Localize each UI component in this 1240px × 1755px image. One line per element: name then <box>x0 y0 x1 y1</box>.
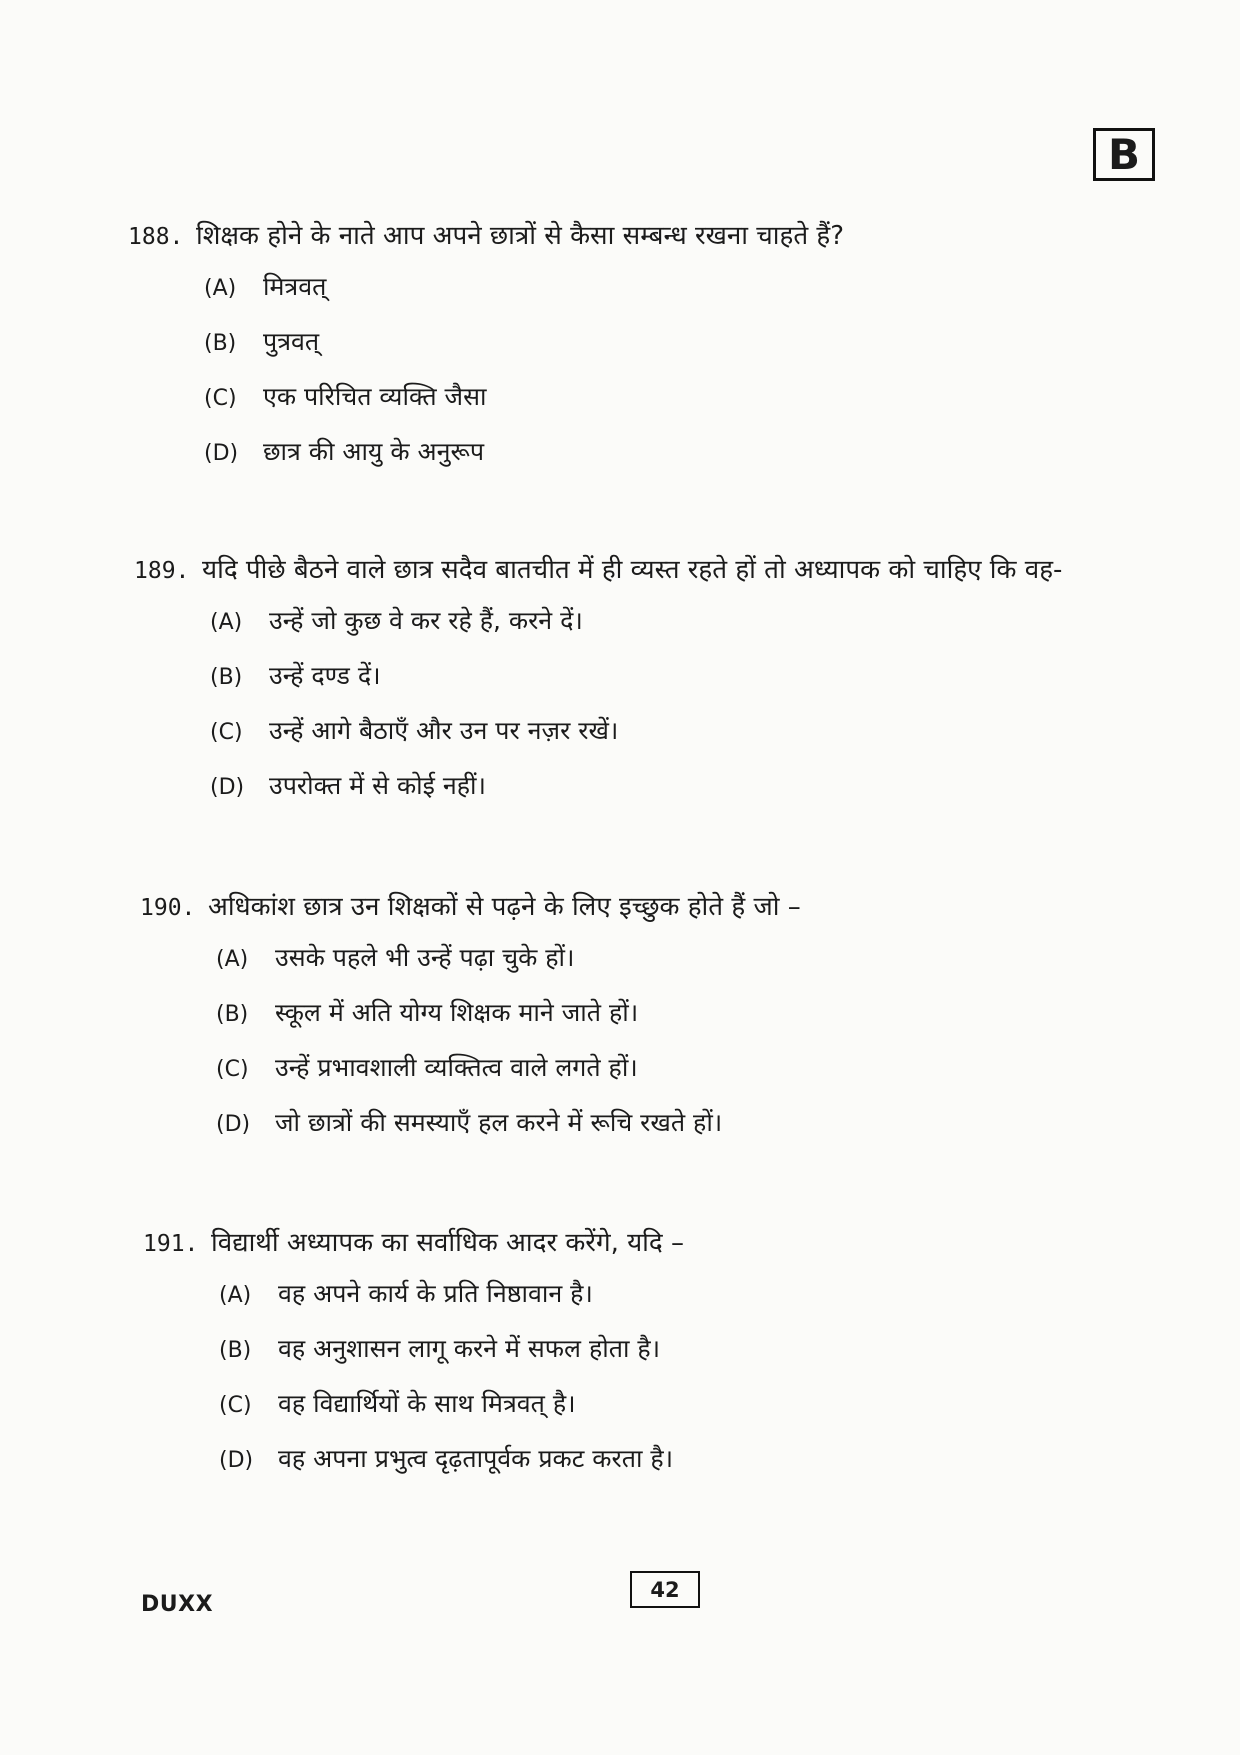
option-a <box>210 604 1134 659</box>
option-d <box>216 1106 1140 1161</box>
option-label: (C) <box>204 386 237 411</box>
option-c <box>204 380 1128 435</box>
option-label: (B) <box>210 665 243 690</box>
option-label: (C) <box>219 1393 252 1418</box>
option-text: उन्हें दण्ड दें। <box>269 661 381 690</box>
option-text: वह विद्यार्थियों के साथ मित्रवत् है। <box>278 1389 576 1418</box>
question-number: 190. <box>140 895 196 921</box>
option-text: पुत्रवत् <box>263 327 320 356</box>
option-label: (A) <box>216 947 249 972</box>
option-text: उपरोक्त में से कोई नहीं। <box>269 771 486 800</box>
option-label: (A) <box>210 610 243 635</box>
options-list <box>219 1277 1143 1497</box>
question-text: यदि पीछे बैठने वाले छात्र सदैव बातचीत में ही व्यस्त रहते हों तो अध्यापक को चाहिए कि वह- <box>202 555 1063 585</box>
option-label: (A) <box>219 1283 252 1308</box>
question-189 <box>134 553 1134 824</box>
option-text: उन्हें प्रभावशाली व्यक्तित्व वाले लगते हों। <box>275 1053 638 1082</box>
option-label: (B) <box>204 331 237 356</box>
question-text: अधिकांश छात्र उन शिक्षकों से पढ़ने के लिए इच्छुक होते हैं जो – <box>208 892 801 922</box>
option-b <box>210 659 1134 714</box>
question-191 <box>143 1226 1143 1497</box>
question-number: 191. <box>143 1231 199 1257</box>
option-b <box>219 1332 1143 1387</box>
option-label: (D) <box>210 775 245 800</box>
option-text: छात्र की आयु के अनुरूप <box>263 437 485 466</box>
option-d <box>204 435 1128 490</box>
question-number: 188. <box>128 224 184 250</box>
page-number: 42 <box>630 1571 700 1608</box>
option-label: (C) <box>216 1057 249 1082</box>
option-c <box>216 1051 1140 1106</box>
option-label: (D) <box>204 441 239 466</box>
booklet-code: DUXX <box>141 1592 214 1617</box>
option-label: (D) <box>219 1448 254 1473</box>
option-b <box>204 325 1128 380</box>
option-text: उसके पहले भी उन्हें पढ़ा चुके हों। <box>275 943 575 972</box>
question-text: विद्यार्थी अध्यापक का सर्वाधिक आदर करेंगे, यदि – <box>211 1228 684 1258</box>
option-label: (B) <box>216 1002 249 1027</box>
option-text: मित्रवत् <box>263 272 327 301</box>
options-list <box>216 941 1140 1161</box>
set-code-badge: B <box>1093 128 1155 181</box>
question-number: 189. <box>134 558 190 584</box>
option-text: वह अपने कार्य के प्रति निष्ठावान है। <box>278 1279 593 1308</box>
option-text: उन्हें जो कुछ वे कर रहे हैं, करने दें। <box>269 606 583 635</box>
option-text: स्कूल में अति योग्य शिक्षक माने जाते हों। <box>275 998 639 1027</box>
option-text: जो छात्रों की समस्याएँ हल करने में रूचि रखते हों। <box>275 1108 723 1137</box>
option-label: (A) <box>204 276 237 301</box>
option-c <box>210 714 1134 769</box>
question-190 <box>140 890 1140 1161</box>
options-list <box>204 270 1128 490</box>
option-text: एक परिचित व्यक्ति जैसा <box>263 382 487 411</box>
option-a <box>219 1277 1143 1332</box>
question-text: शिक्षक होने के नाते आप अपने छात्रों से कैसा सम्बन्ध रखना चाहते हैं? <box>196 221 845 251</box>
options-list <box>210 604 1134 824</box>
option-label: (D) <box>216 1112 251 1137</box>
option-label: (C) <box>210 720 243 745</box>
option-a <box>216 941 1140 996</box>
question-188 <box>128 219 1128 490</box>
option-c <box>219 1387 1143 1442</box>
option-d <box>219 1442 1143 1497</box>
option-b <box>216 996 1140 1051</box>
option-d <box>210 769 1134 824</box>
option-text: उन्हें आगे बैठाएँ और उन पर नज़र रखें। <box>269 716 619 745</box>
option-text: वह अनुशासन लागू करने में सफल होता है। <box>278 1334 661 1363</box>
option-a <box>204 270 1128 325</box>
option-text: वह अपना प्रभुत्व दृढ़तापूर्वक प्रकट करता है। <box>278 1444 674 1473</box>
option-label: (B) <box>219 1338 252 1363</box>
